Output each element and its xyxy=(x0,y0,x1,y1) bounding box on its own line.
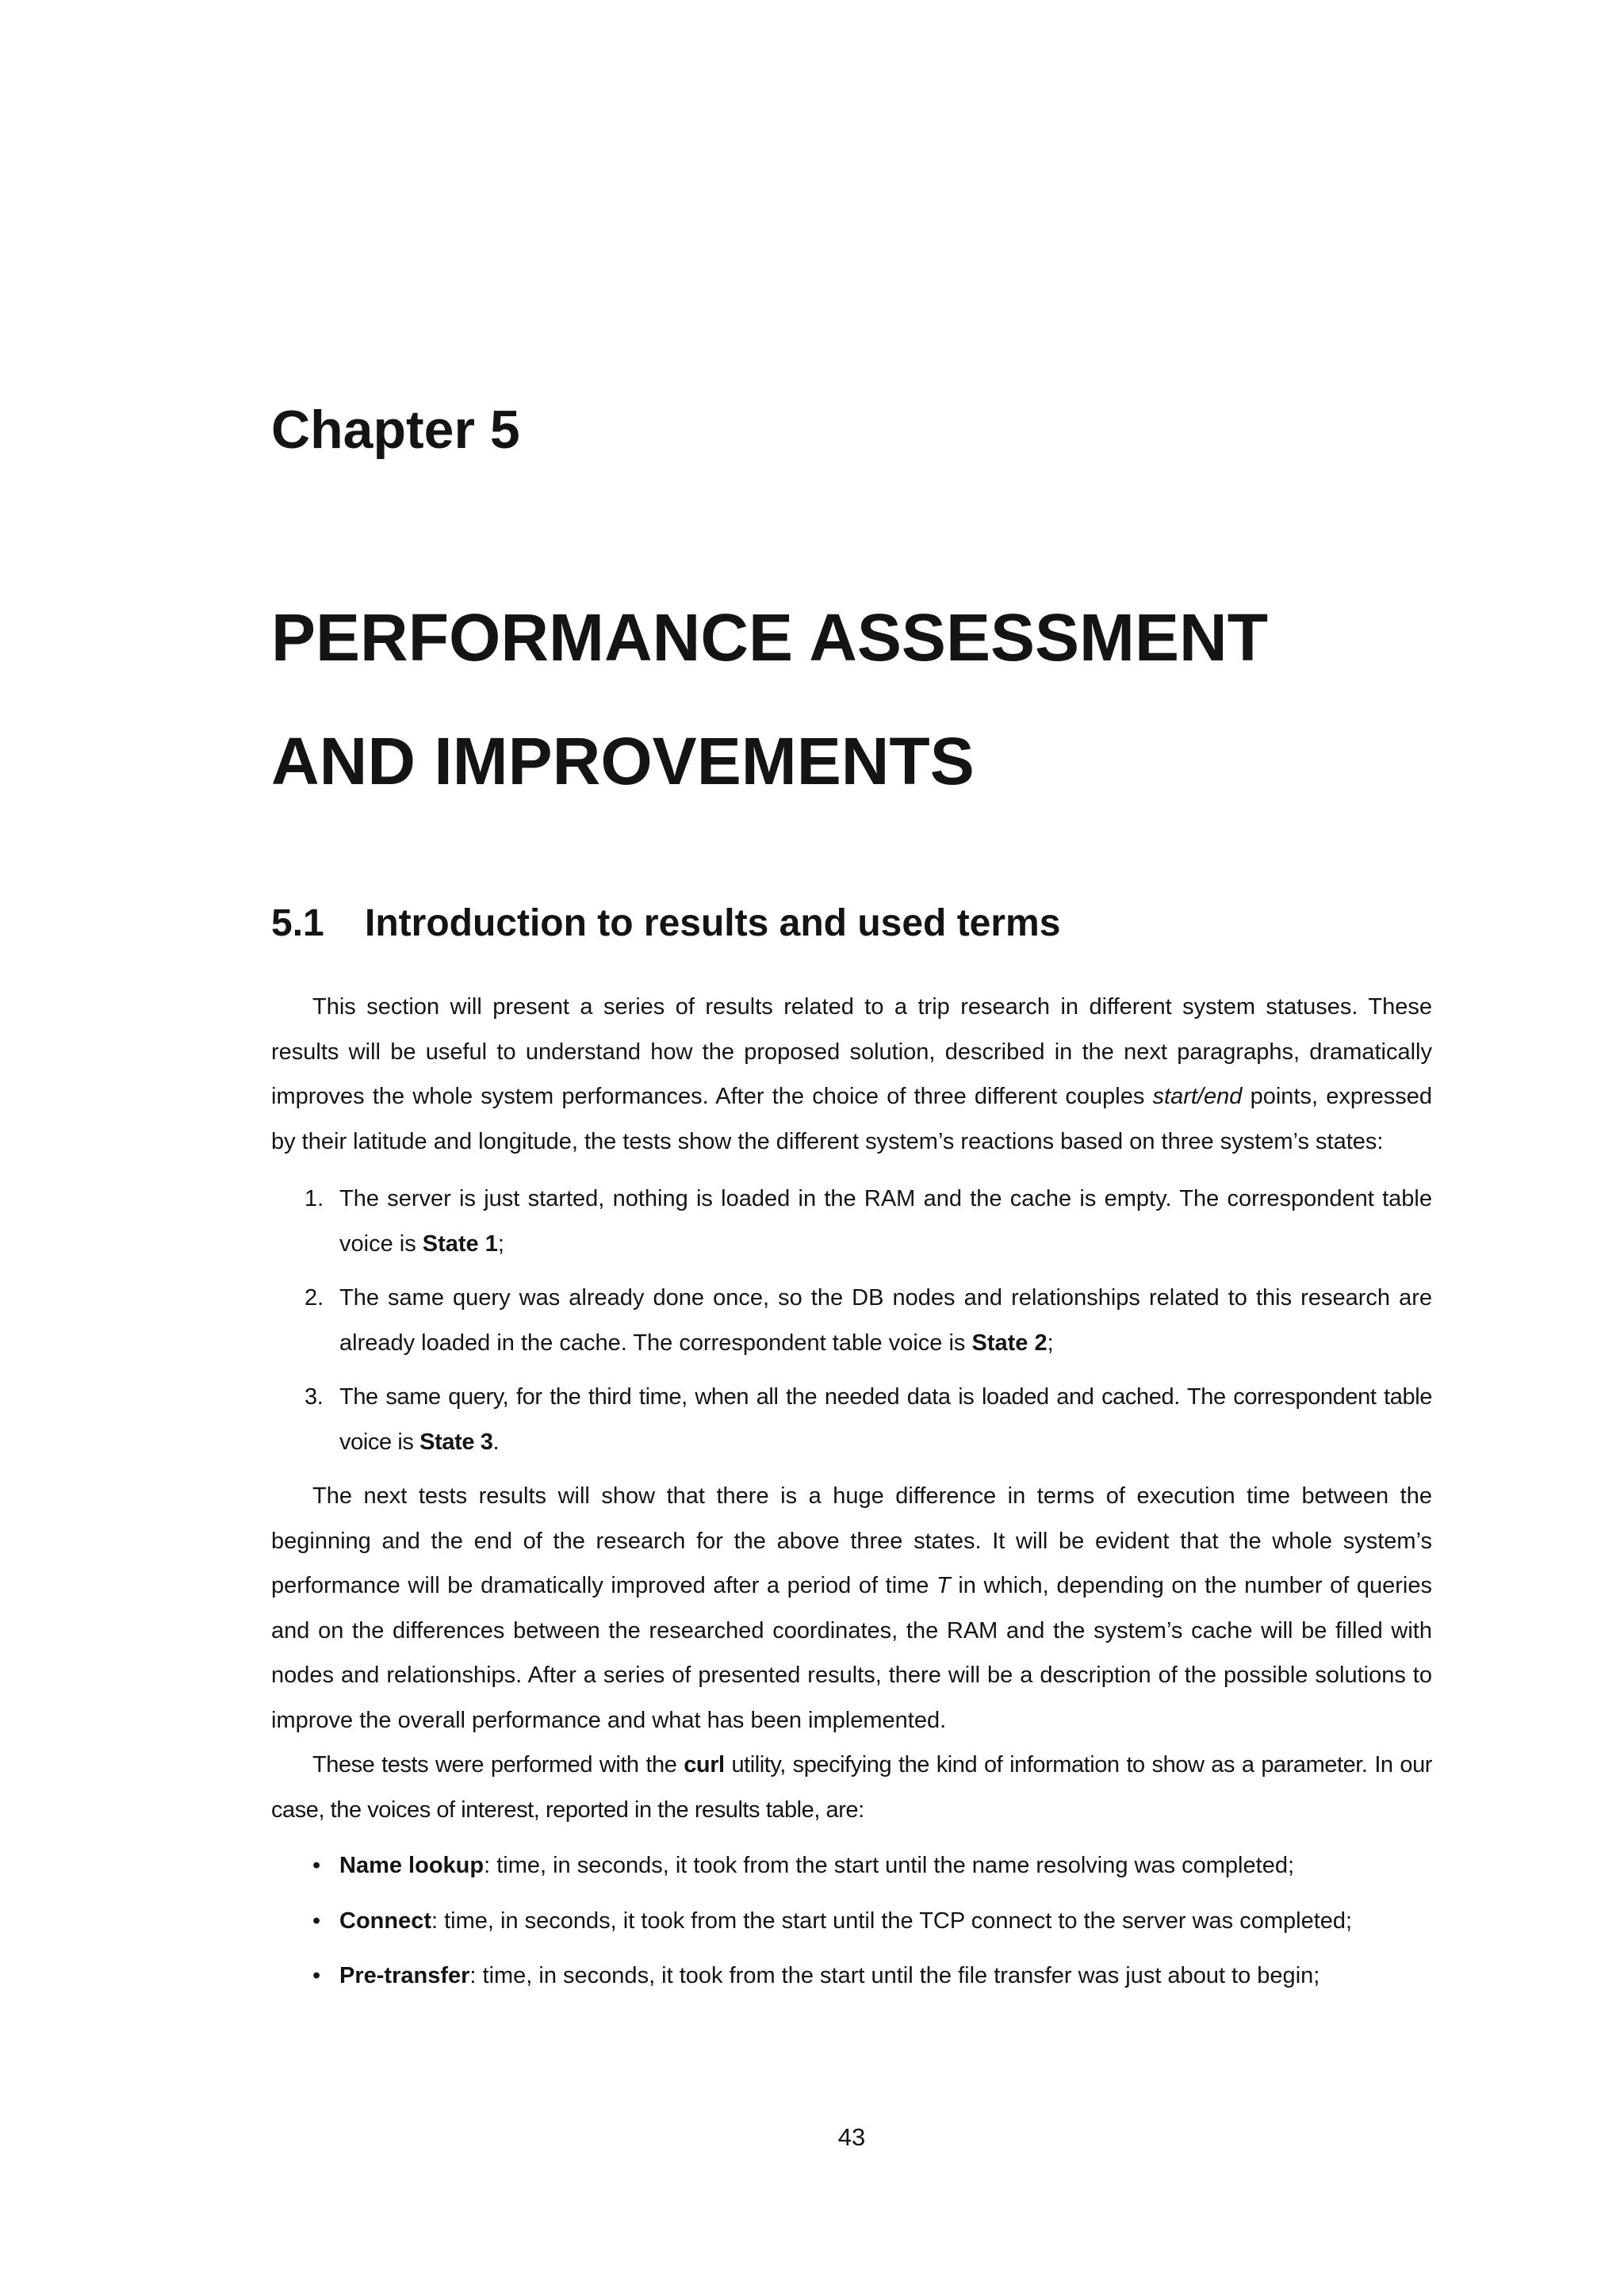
chapter-title xyxy=(271,576,1461,823)
state-end: . xyxy=(492,1429,500,1455)
curl-text-start: These tests were performed with the xyxy=(312,1752,684,1777)
list-item-name-lookup xyxy=(271,1843,1432,1888)
results-text-start: The next tests results will show that there is a huge difference in terms of execution time between the beginning and the end of the research for the above three states. It will be evident that the whole system’s performance will be dramatically improved after a period of time xyxy=(271,1483,1432,1598)
bullet-icon: • xyxy=(312,1963,321,1988)
chapter-title-line-1: PERFORMANCE ASSESSMENT xyxy=(271,600,1269,675)
voice-term: Connect xyxy=(339,1908,431,1934)
list-item-state-2 xyxy=(271,1276,1432,1365)
state-text: The server is just started, nothing is loaded in the RAM and the cache is empty. The correspondent table voice is xyxy=(339,1186,1432,1257)
curl-text-end: utility, specifying the kind of information to show as a parameter. In our case, the voices of interest, reported in the results table, are: xyxy=(271,1752,1432,1823)
state-text: The same query was already done once, so the DB nodes and relationships related to this research are already loaded in the cache. The correspondent table voice is xyxy=(339,1285,1432,1356)
results-text-end: in which, depending on the number of queries and on the differences between the researched coordinates, the RAM and the system’s cache will be filled with nodes and relationships. After a series of presented results, there will be a description of the possible solutions to improve the overall performance and what has been implemented. xyxy=(271,1573,1432,1733)
list-item-state-1 xyxy=(271,1177,1432,1266)
results-italic-term: T xyxy=(936,1573,951,1598)
state-end: ; xyxy=(1047,1330,1054,1356)
section-heading xyxy=(271,901,1060,947)
list-marker: 2. xyxy=(304,1285,324,1311)
results-paragraph xyxy=(271,1474,1432,1743)
curl-paragraph xyxy=(271,1743,1432,1832)
voices-list xyxy=(271,1843,1432,1999)
intro-text-start: This section will present a series of results related to a trip research in different system statuses. These results will be useful to understand how the proposed solution, described in the next paragraphs, dramatically improves the whole system performances. After the choice of three different couples xyxy=(271,994,1432,1109)
voice-definition: : time, in seconds, it took from the start until the file transfer was just about to begin; xyxy=(469,1963,1320,1988)
body-text xyxy=(271,985,1432,2009)
intro-text-end: points, expressed by their latitude and longitude, the tests show the different system’s reactions based on three system’s states: xyxy=(271,1084,1433,1154)
page-number: 43 xyxy=(837,2123,866,2151)
chapter-label: Chapter 5 xyxy=(271,400,520,460)
states-list xyxy=(271,1177,1432,1464)
list-item-pre-transfer xyxy=(271,1954,1432,1999)
list-marker: 1. xyxy=(304,1186,324,1211)
intro-paragraph xyxy=(271,985,1432,1164)
voice-definition: : time, in seconds, it took from the start until the name resolving was completed; xyxy=(484,1853,1295,1878)
list-marker: 3. xyxy=(304,1384,324,1410)
state-end: ; xyxy=(497,1230,504,1257)
voice-term: Name lookup xyxy=(339,1853,485,1878)
state-label: State 2 xyxy=(971,1330,1048,1356)
list-item-state-3 xyxy=(271,1375,1432,1464)
curl-bold-term: curl xyxy=(684,1752,725,1777)
state-label: State 3 xyxy=(419,1429,493,1455)
section-number: 5.1 xyxy=(271,902,324,944)
voice-term: Pre-transfer xyxy=(339,1963,470,1988)
section-title: Introduction to results and used terms xyxy=(365,902,1061,944)
bullet-icon: • xyxy=(312,1908,321,1934)
bullet-icon: • xyxy=(312,1853,321,1878)
state-text: The same query, for the third time, when all the needed data is loaded and cached. The correspondent table voice is xyxy=(339,1384,1432,1455)
voice-definition: : time, in seconds, it took from the start until the TCP connect to the server was completed; xyxy=(431,1908,1353,1934)
chapter-title-line-2: AND IMPROVEMENTS xyxy=(271,724,975,798)
list-item-connect xyxy=(271,1899,1432,1944)
state-label: State 1 xyxy=(422,1230,498,1257)
intro-italic-term: start/end xyxy=(1152,1084,1243,1109)
